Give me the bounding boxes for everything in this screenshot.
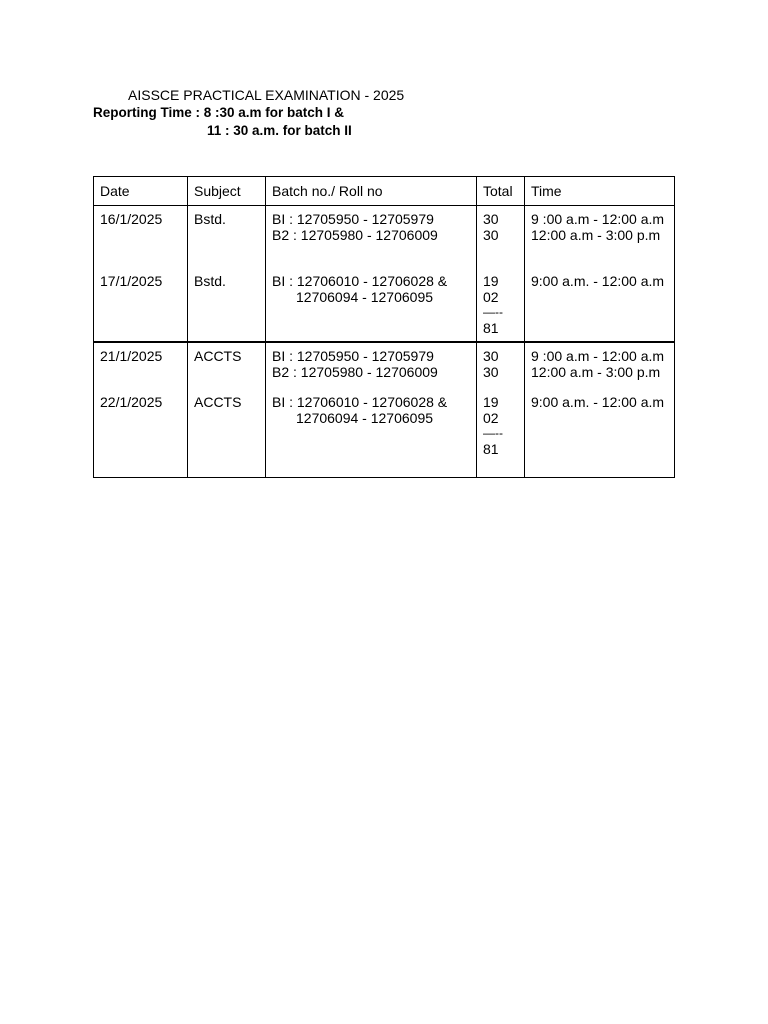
row-1-total-1: 30 xyxy=(483,211,499,227)
row-3-time-2: 12:00 a.m - 3:00 p.m xyxy=(531,364,661,380)
column-divider xyxy=(265,177,266,477)
row-2-total-sum: 81 xyxy=(483,320,499,336)
row-4-subject: ACCTS xyxy=(194,394,242,410)
row-1-time-1: 9 :00 a.m - 12:00 a.m xyxy=(531,211,665,227)
row-4-date: 22/1/2025 xyxy=(100,394,163,410)
row-1-date: 16/1/2025 xyxy=(100,211,163,227)
row-2-date: 17/1/2025 xyxy=(100,273,163,289)
header-time: Time xyxy=(531,183,562,199)
row-1-subject: Bstd. xyxy=(194,211,226,227)
row-3-total-1: 30 xyxy=(483,348,499,364)
row-3-batch-2: B2 : 12705980 - 12706009 xyxy=(272,364,438,380)
row-3-subject: ACCTS xyxy=(194,348,242,364)
row-2-batch-1: BI : 12706010 - 12706028 & xyxy=(272,273,448,289)
header-batch: Batch no./ Roll no xyxy=(272,183,383,199)
reporting-time-line-1: Reporting Time : 8 :30 a.m for batch I & xyxy=(93,105,345,120)
row-3-batch-1: BI : 12705950 - 12705979 xyxy=(272,348,434,364)
row-2-total-1: 19 xyxy=(483,273,499,289)
header-total: Total xyxy=(483,183,513,199)
row-3-date: 21/1/2025 xyxy=(100,348,163,364)
exam-schedule-table xyxy=(93,176,675,478)
reporting-time-line-2: 11 : 30 a.m. for batch II xyxy=(207,123,352,138)
exam-title: AISSCE PRACTICAL EXAMINATION - 2025 xyxy=(128,87,405,103)
column-divider xyxy=(524,177,525,477)
row-1-time-2: 12:00 a.m - 3:00 p.m xyxy=(531,227,661,243)
column-divider xyxy=(187,177,188,477)
header-divider xyxy=(94,205,674,206)
row-1-batch-2: B2 : 12705980 - 12706009 xyxy=(272,227,438,243)
section-divider xyxy=(94,341,674,343)
row-2-time-1: 9:00 a.m. - 12:00 a.m xyxy=(531,273,665,289)
row-3-time-1: 9 :00 a.m - 12:00 a.m xyxy=(531,348,665,364)
header-subject: Subject xyxy=(194,183,241,199)
row-4-total-2: 02 xyxy=(483,410,499,426)
row-2-total-2: 02 xyxy=(483,289,499,305)
row-4-batch-2: 12706094 - 12706095 xyxy=(296,410,434,426)
row-4-total-sum: 81 xyxy=(483,441,499,457)
row-4-total-separator: —-- xyxy=(483,426,503,440)
row-4-total-1: 19 xyxy=(483,394,499,410)
row-2-subject: Bstd. xyxy=(194,273,226,289)
row-2-total-separator: —-- xyxy=(483,305,503,319)
row-2-batch-2: 12706094 - 12706095 xyxy=(296,289,434,305)
row-4-time-1: 9:00 a.m. - 12:00 a.m xyxy=(531,394,665,410)
row-1-batch-1: BI : 12705950 - 12705979 xyxy=(272,211,434,227)
header-date: Date xyxy=(100,183,130,199)
row-3-total-2: 30 xyxy=(483,364,499,380)
row-4-batch-1: BI : 12706010 - 12706028 & xyxy=(272,394,448,410)
row-1-total-2: 30 xyxy=(483,227,499,243)
column-divider xyxy=(476,177,477,477)
